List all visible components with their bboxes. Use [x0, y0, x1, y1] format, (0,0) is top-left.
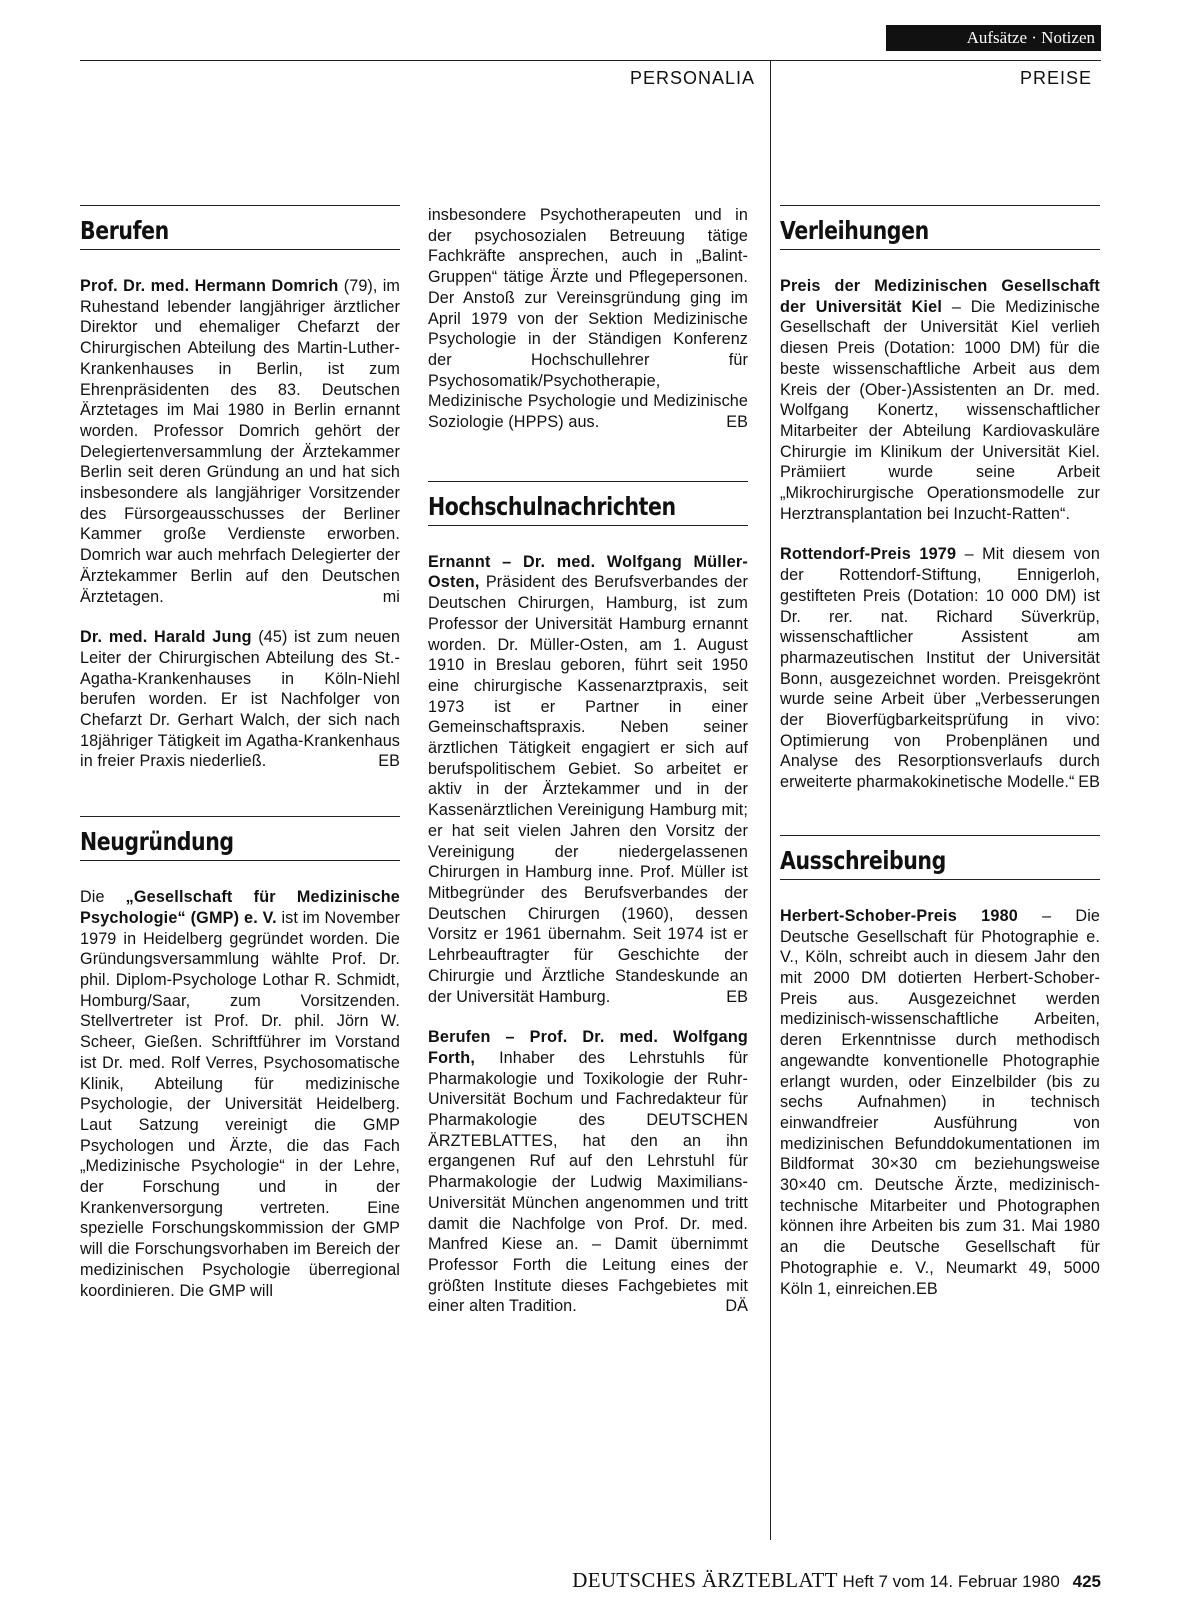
name-rottendorf: Rottendorf-Preis 1979 — [780, 545, 957, 564]
column-divider — [770, 60, 771, 1540]
heading-ausschreibung: Ausschreibung — [780, 845, 946, 875]
article-rottendorf: Rottendorf-Preis 1979 – Mit diesem von der Rottendorf-Stiftung, Ennigerloh, gestifteten Preis (Dotation: 10 000 DM) ist Dr. rer. nat. Richard Süverkrüp, wissenschaftlicher Assistent am pharmazeutischen Institut der Universität Bonn, ausgezeichnet worden. Preisgekrönt wurde seine Arbeit über „Verbesserungen der Bioverfügbarkeitsprüfung in vivo: Optimierung von Probenplänen und Analyse des Resorptionsverlaufs durch erweiterte pharmakokinetische Modelle.“ EB — [780, 545, 1100, 792]
column-2 — [428, 205, 748, 1337]
page-number: 425 — [1072, 1572, 1101, 1591]
column-3 — [780, 205, 1100, 1319]
name-jung: Dr. med. Harald Jung — [80, 628, 252, 647]
signature: DÄ — [725, 1297, 748, 1316]
article-gmp-continued: insbesondere Psychotherapeuten und in der psychosozialen Betreuung tätige Fachkräfte ansprechen, auch in „Balint-Gruppen“ tätige Ärzte und Pflegepersonen. Der Anstoß zur Vereinsgründung ging im April 1979 von der Sektion Medizinische Psychologie in der Ständigen Konferenz der Hochschullehrer für Psychosomatik/Psychotherapie, Medizinische Psychologie und Medizinische Soziologie (HPPS) aus. EB — [428, 206, 748, 432]
heading-neugruendung-block — [80, 816, 400, 861]
name-kiel-preis: Preis der Medizinischen Gesellschaft der Universität Kiel — [780, 277, 1100, 316]
column-1 — [80, 205, 400, 1321]
section-label-personalia: PERSONALIA — [630, 68, 756, 88]
heading-neugruendung: Neugründung — [80, 827, 234, 857]
heading-berufen: Berufen — [80, 216, 169, 245]
article-domrich: Prof. Dr. med. Hermann Domrich (79), im Ruhestand lebender langjähriger ärztlicher Direktor und ehemaliger Chefarzt der Chirurgischen Abteilung des Martin-Luther-Krankenhauses in Berlin, ist zum Ehrenpräsidenten des 83. Deutschen Ärztetages im Mai 1980 in Berlin ernannt worden. Professor Domrich gehört der Delegiertenversammlung der Ärztekammer Berlin seit deren Gründung an und hat sich insbesondere als langjähriger Vorsitzender des Fürsorgeausschusses der Berliner Kammer große Verdienste erworben. Domrich war auch mehrfach Delegierter der Ärztekammer Berlin auf den Deutschen Ärztetagen. mi — [80, 277, 400, 606]
signature: EB — [1078, 773, 1100, 792]
signature: EB — [378, 752, 400, 771]
section-tag: Aufsätze · Notizen — [886, 25, 1101, 51]
article-forth: Berufen – Prof. Dr. med. Wolfgang Forth, Inhaber des Lehrstuhls für Pharmakologie und Toxikologie der Ruhr-Universität Bochum und Fachredakteur für Pharmakologie des DEUTSCHEN ÄRZTEBLATTES, hat den an ihn ergangenen Ruf auf den Lehrstuhl für Pharmakologie der Ludwig Maximilians-Universität München angenommen und tritt damit die Nachfolge von Prof. Dr. med. Manfred Kiese an. – Damit übernimmt Professor Forth die Leitung eines der größten Institute dieses Fachgebietes mit einer alten Tradition. DÄ — [428, 1028, 748, 1316]
heading-berufen-block — [80, 205, 400, 250]
signature: EB — [726, 987, 748, 1006]
journal-name: DEUTSCHES ÄRZTEBLATT — [572, 1568, 838, 1592]
name-gmp: „Gesellschaft für Medizinische Psychologie“ (GMP) e. V. — [80, 888, 400, 927]
heading-hochschul-block — [428, 481, 748, 526]
signature: mi — [382, 587, 400, 606]
name-mueller-osten: Ernannt – Dr. med. Wolfgang Müller-Osten, — [428, 552, 748, 592]
heading-verleihungen-block — [780, 205, 1100, 250]
header-rule — [80, 60, 1101, 61]
article-gmp: Die „Gesellschaft für Medizinische Psychologie“ (GMP) e. V. ist im November 1979 in Heidelberg gegründet worden. Die Gründungsversammlung wählte Prof. Dr. phil. Diplom-Psychologe Lothar R. Schmidt, Homburg/Saar, zum Vorsitzenden. Stellvertreter ist Prof. Dr. phil. Jörn W. Scheer, Gießen. Schriftführer im Vorstand ist Dr. med. Rolf Verres, Psychosomatische Klinik, Abteilung für medizinische Psychologie, der Universität Heidelberg. Laut Satzung vereinigt die GMP Psychologen und Ärzte, die das Fach „Medizinische Psychologie“ in der Lehre, der Forschung und in der Krankenversorgung vertreten. Eine spezielle Forschungskommission der GMP will die Forschungsvorhaben im Bereich der medizinischen Psychologie überregional koordinieren. Die GMP will — [80, 888, 401, 1300]
issue-info: Heft 7 vom 14. Februar 1980 — [842, 1572, 1060, 1591]
name-domrich: Prof. Dr. med. Hermann Domrich — [80, 277, 339, 295]
article-schober: Herbert-Schober-Preis 1980 – Die Deutsche Gesellschaft für Photographie e. V., Köln, schreibt auch in diesem Jahr den mit 2000 DM dotierten Herbert-Schober-Preis aus. Ausgezeichnet werden medizinisch-wissenschaftliche Arbeiten, deren Erkenntnisse durch methodisch angewandte konventionelle Photographie erlangt wurden, oder Einzelbilder (bis zu sechs Aufnahmen) in technisch einwandfreier Ausführung von medizinischen Befunddokumentationen im Bildformat 30×30 cm beziehungsweise 30×40 cm. Deutsche Ärzte, medizinisch-technische Mitarbeiter und Photographen können ihre Arbeiten bis zum 31. Mai 1980 an die Deutsche Gesellschaft für Photographie e. V., Neumarkt 49, 5000 Köln 1, einreichen.EB — [780, 906, 1101, 1298]
heading-hochschulnachrichten: Hochschulnachrichten — [428, 491, 676, 521]
name-forth: Berufen – Prof. Dr. med. Wolfgang Forth, — [428, 1028, 748, 1067]
article-mueller-osten: Ernannt – Dr. med. Wolfgang Müller-Osten, Präsident des Berufsverbandes der Deutschen Chirurgen, Hamburg, ist zum Professor der Universität Hamburg ernannt worden. Dr. Müller-Osten, am 1. August 1910 in Breslau geboren, führt seit 1950 eine chirurgische Kassenarztpraxis, seit 1973 ist er Partner in einer Gemeinschaftspraxis. Neben seiner ärztlichen Tätigkeit engagiert er sich auf berufspolitischem Gebiet. So arbeitet er aktiv in der Ärztekammer und in der Kassenärztlichen Vereinigung Hamburg mit; er hat seit vielen Jahren den Vorsitz der Vereinigung der niedergelassenen Chirurgen in Hamburg inne. Prof. Müller ist Mitbegründer des Berufsverbandes der Deutschen Chirurgen (1960), dessen Vorsitz er 1961 übernahm. Seit 1974 ist er Lehrbeauftragter für Geschichte der Chirurgie und Ärztliche Standeskunde an der Universität Hamburg. EB — [428, 552, 748, 1006]
name-schober: Herbert-Schober-Preis 1980 — [780, 906, 1018, 925]
signature: EB — [726, 413, 748, 432]
heading-verleihungen: Verleihungen — [780, 216, 929, 245]
page-footer — [440, 1568, 1101, 1593]
section-label-preise: PREISE — [1020, 68, 1093, 88]
article-jung: Dr. med. Harald Jung (45) ist zum neuen Leiter der Chirurgischen Abteilung des St.-Agatha-Krankenhauses in Köln-Niehl berufen worden. Er ist Nachfolger von Chefarzt Dr. Gerhart Walch, der sich nach 18jähriger Tätigkeit im Agatha-Krankenhaus in freier Praxis niederließ. EB — [80, 628, 400, 771]
article-kiel-preis: Preis der Medizinischen Gesellschaft der Universität Kiel – Die Medizinische Gesellschaft der Universität Kiel verlieh diesen Preis (Dotation: 1000 DM) für die beste wissenschaftliche Arbeit aus dem Kreis der (Ober-)Assistenten an Dr. med. Wolfgang Konertz, wissenschaftlicher Mitarbeiter der Abteilung Kardiovaskuläre Chirurgie im Klinikum der Universität Kiel. Prämiiert wurde seine Arbeit „Mikrochirurgische Operationsmodelle zur Herztransplantation bei Inzucht-Ratten“. — [780, 277, 1100, 523]
heading-ausschreibung-block — [780, 835, 1100, 880]
